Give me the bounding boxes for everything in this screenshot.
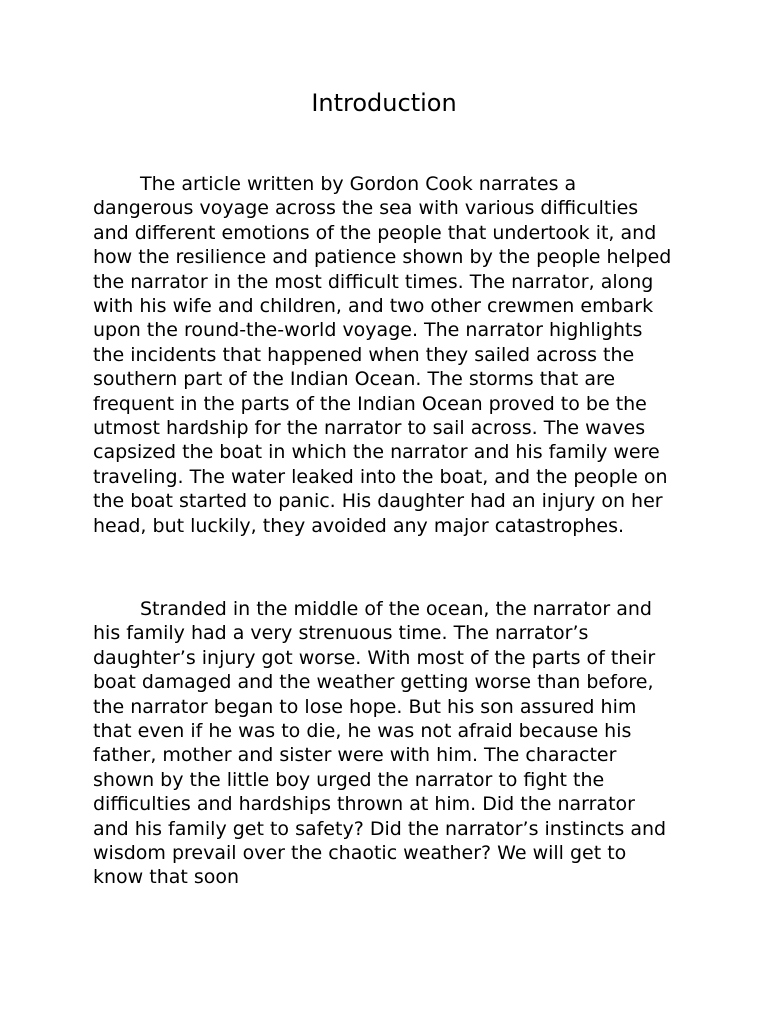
- body-paragraph-2: Stranded in the middle of the ocean, the narrator and his family had a very strenuous time. The narrator’s daughter’s injury got worse. With most of the parts of their boat damaged and the weather getting worse than before, the narrator began to lose hope. But his son assured him that even if he was to die, he was not afraid because his father, mother and sister were with him. The character shown by the little boy urged the narrator to fight the difficulties and hardships thrown at him. Did the narrator and his family get to safety? Did the narrator’s instincts and wisdom prevail over the chaotic weather? We will get to know that soon: [93, 598, 667, 889]
- page-title: Introduction: [311, 89, 457, 117]
- body-paragraph-1: The article written by Gordon Cook narrates a dangerous voyage across the sea with various difficulties and different emotions of the people that undertook it, and how the resilience and patience shown by the people helped the narrator in the most difficult times. The narrator, along with his wife and children, and two other crewmen embark upon the round-the-world voyage. The narrator highlights the incidents that happened when they sailed across the southern part of the Indian Ocean. The storms that are frequent in the parts of the Indian Ocean proved to be the utmost hardship for the narrator to sail across. The waves capsized the boat in which the narrator and his family were traveling. The water leaked into the boat, and the people on the boat started to panic. His daughter had an injury on her head, but luckily, they avoided any major catastrophes.: [93, 173, 672, 537]
